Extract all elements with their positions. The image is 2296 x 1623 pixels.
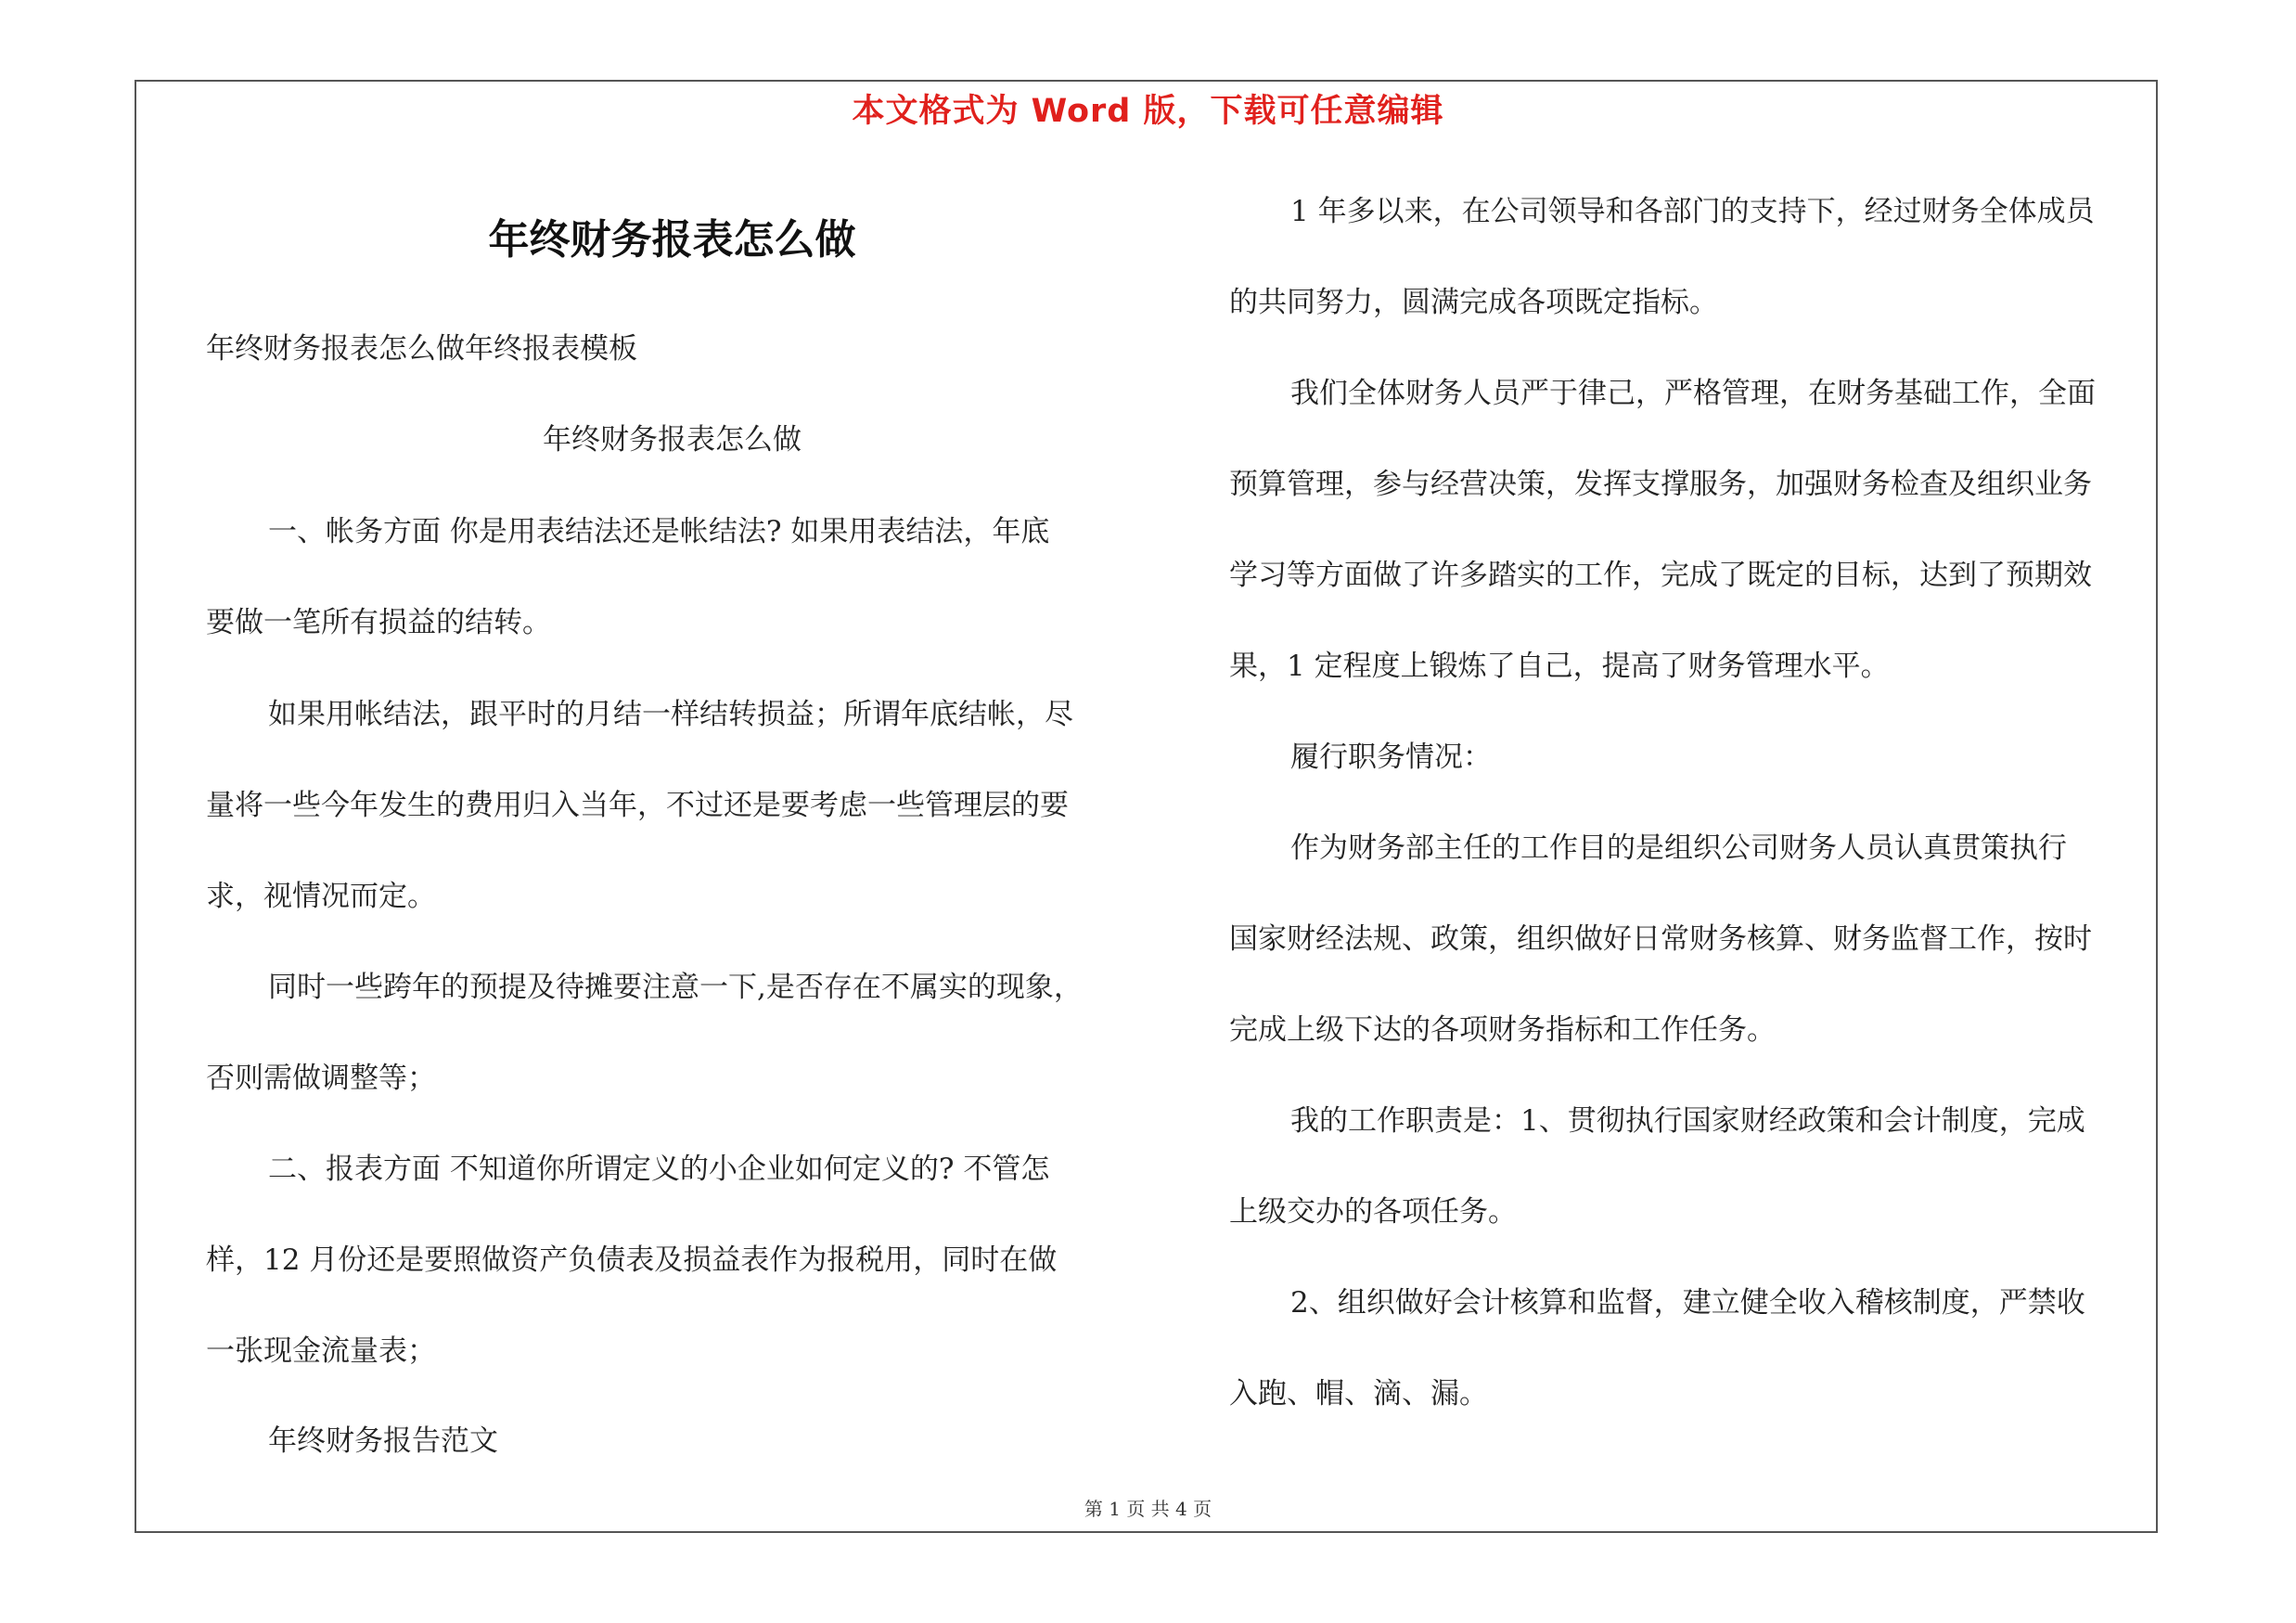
left-line: 一张现金流量表； <box>206 1334 436 1368</box>
right-line: 履行职务情况： <box>1290 741 1492 774</box>
left-line: 年终财务报表怎么做年终报表模板 <box>206 332 637 366</box>
right-line: 学习等方面做了许多踏实的工作，完成了既定的目标，达到了预期效 <box>1229 559 2092 592</box>
left-line: 否则需做调整等； <box>206 1062 436 1095</box>
document-title: 年终财务报表怎么做 <box>488 216 856 264</box>
right-line: 果，1 定程度上锻炼了自己，提高了财务管理水平。 <box>1229 650 1890 683</box>
left-line: 样，12 月份还是要照做资产负债表及损益表作为报税用，同时在做 <box>206 1243 1058 1277</box>
right-line: 的共同努力，圆满完成各项既定指标。 <box>1229 286 1718 319</box>
left-line: 二、报表方面 不知道你所谓定义的小企业如何定义的? 不管怎 <box>268 1153 1050 1186</box>
page-number: 第 1 页 共 4 页 <box>1084 1498 1212 1520</box>
right-line: 我的工作职责是：1、贯彻执行国家财经政策和会计制度，完成 <box>1290 1104 2085 1138</box>
right-line: 上级交办的各项任务。 <box>1229 1195 1517 1229</box>
right-line: 作为财务部主任的工作目的是组织公司财务人员认真贯策执行 <box>1290 831 2067 865</box>
right-line: 1 年多以来，在公司领导和各部门的支持下，经过财务全体成员 <box>1290 195 2095 228</box>
right-line: 预算管理，参与经营决策，发挥支撑服务，加强财务检查及组织业务 <box>1229 468 2092 501</box>
right-line: 2、组织做好会计核算和监督，建立健全收入稽核制度，严禁收 <box>1290 1286 2085 1320</box>
left-line: 同时一些跨年的预提及待摊要注意一下,是否存在不属实的现象， <box>268 971 1083 1004</box>
right-line: 我们全体财务人员严于律己，严格管理，在财务基础工作，全面 <box>1290 377 2096 410</box>
left-line: 要做一笔所有损益的结转。 <box>206 606 551 639</box>
right-line: 入跑、帽、滴、漏。 <box>1229 1377 1488 1410</box>
left-line: 求，视情况而定。 <box>206 880 436 913</box>
word-format-banner: 本文格式为 Word 版，下载可任意编辑 <box>852 93 1444 130</box>
left-line: 年终财务报告范文 <box>268 1424 498 1458</box>
left-line: 一、帐务方面 你是用表结法还是帐结法? 如果用表结法，年底 <box>268 515 1050 548</box>
left-subheading: 年终财务报表怎么做 <box>543 423 802 457</box>
left-line: 量将一些今年发生的费用归入当年，不过还是要考虑一些管理层的要 <box>206 789 1069 822</box>
right-line: 国家财经法规、政策，组织做好日常财务核算、财务监督工作，按时 <box>1229 922 2092 956</box>
left-line: 如果用帐结法，跟平时的月结一样结转损益；所谓年底结帐，尽 <box>268 698 1073 731</box>
right-line: 完成上级下达的各项财务指标和工作任务。 <box>1229 1013 1776 1047</box>
